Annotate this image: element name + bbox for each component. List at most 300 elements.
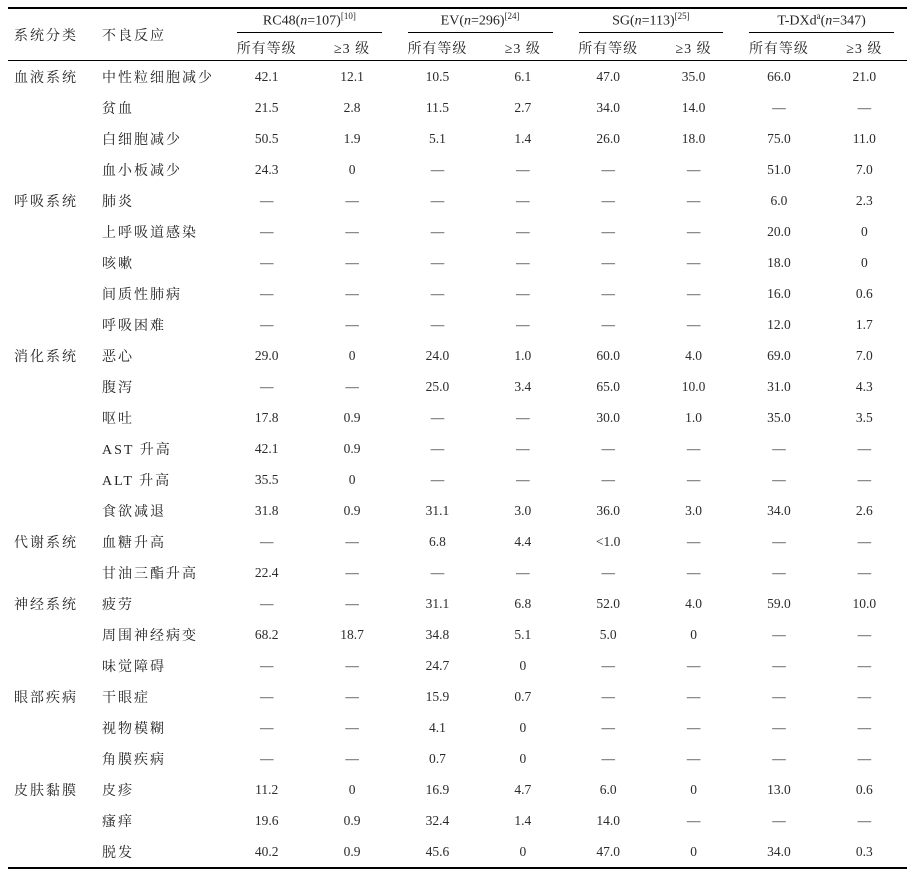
value-cell: 0 xyxy=(690,626,697,642)
table-row xyxy=(8,433,907,464)
system-category-cell xyxy=(8,650,96,681)
value-cell: — xyxy=(516,440,530,456)
adverse-reaction-cell: 间质性肺病 xyxy=(102,287,182,303)
value-cell: 0.6 xyxy=(855,781,873,797)
value-cell: — xyxy=(857,750,872,766)
value-cell: — xyxy=(259,719,274,735)
value-cell: 35.5 xyxy=(254,471,279,487)
value-cell: 18.0 xyxy=(681,130,706,146)
value-cell: 52.0 xyxy=(596,595,620,611)
value-cell: 4.1 xyxy=(429,719,446,735)
value-cell: — xyxy=(516,471,530,487)
value-cell: — xyxy=(601,316,615,332)
value-cell: 5.0 xyxy=(599,626,617,642)
value-cell: 32.4 xyxy=(425,812,450,828)
value-cell: — xyxy=(772,440,786,456)
col-header-all-grades: 所有等级 xyxy=(736,35,821,61)
value-cell: — xyxy=(345,688,359,704)
table-row xyxy=(8,712,907,743)
value-cell: — xyxy=(430,161,445,177)
value-cell: 0.9 xyxy=(343,409,361,425)
table-row xyxy=(8,557,907,588)
value-cell: 59.0 xyxy=(767,595,791,611)
table-row xyxy=(8,743,907,774)
value-cell: — xyxy=(516,192,530,208)
value-cell: — xyxy=(601,192,615,208)
value-cell: 5.1 xyxy=(429,130,446,146)
value-cell: 0 xyxy=(348,781,356,797)
value-cell: — xyxy=(601,440,615,456)
value-cell: 0.3 xyxy=(855,843,873,859)
value-cell: — xyxy=(686,254,701,270)
value-cell: — xyxy=(259,595,274,611)
value-cell: — xyxy=(686,471,701,487)
table-row xyxy=(8,774,907,805)
value-cell: — xyxy=(430,223,445,239)
value-cell: 4.0 xyxy=(685,595,702,611)
value-cell: — xyxy=(857,626,872,642)
value-cell: 1.0 xyxy=(685,409,702,425)
value-cell: 6.8 xyxy=(514,595,532,611)
col-group-tdxd xyxy=(736,8,907,35)
value-cell: 0 xyxy=(519,843,527,859)
value-cell: 22.4 xyxy=(254,564,279,580)
value-cell: 11.5 xyxy=(425,99,449,115)
value-cell: 1.4 xyxy=(514,812,532,828)
value-cell: 0.6 xyxy=(855,285,873,301)
value-cell: — xyxy=(259,254,274,270)
value-cell: 11.0 xyxy=(852,130,876,146)
adverse-reaction-cell: 甘油三酯升高 xyxy=(102,566,198,582)
value-cell: <1.0 xyxy=(595,533,621,549)
system-category-cell xyxy=(8,433,96,464)
value-cell: 26.0 xyxy=(596,130,620,146)
value-cell: — xyxy=(345,750,359,766)
value-cell: 34.0 xyxy=(767,502,791,518)
value-cell: — xyxy=(430,316,445,332)
value-cell: — xyxy=(772,471,786,487)
adverse-reaction-cell: 周围神经病变 xyxy=(102,628,198,644)
value-cell: — xyxy=(345,285,359,301)
value-cell: 2.3 xyxy=(855,192,873,208)
value-cell: 1.0 xyxy=(514,347,532,363)
table-row xyxy=(8,371,907,402)
value-cell: 1.4 xyxy=(514,130,532,146)
table-row xyxy=(8,619,907,650)
col-header-ge3: ≥3 级 xyxy=(651,35,736,61)
group-label: RC48(n=107)[10] xyxy=(237,11,382,34)
value-cell: — xyxy=(601,254,615,270)
adverse-reaction-cell: 血糖升高 xyxy=(102,535,166,551)
system-category-cell xyxy=(8,495,96,526)
value-cell: 0.9 xyxy=(343,440,361,456)
value-cell: 2.6 xyxy=(855,502,873,518)
group-label: EV(n=296)[24] xyxy=(408,11,553,34)
value-cell: 18.7 xyxy=(340,626,364,642)
value-cell: 47.0 xyxy=(596,68,620,84)
value-cell: — xyxy=(516,409,530,425)
col-header-all-grades: 所有等级 xyxy=(566,35,651,61)
table-row xyxy=(8,805,907,836)
value-cell: — xyxy=(345,657,359,673)
table-row xyxy=(8,650,907,681)
value-cell: — xyxy=(430,471,445,487)
table-body xyxy=(8,61,907,869)
table-header xyxy=(8,8,907,61)
value-cell: 42.1 xyxy=(254,68,279,84)
value-cell: 0.9 xyxy=(343,812,361,828)
value-cell: 34.8 xyxy=(425,626,450,642)
system-category-cell xyxy=(8,743,96,774)
system-category-cell: 眼部疾病 xyxy=(14,690,78,706)
value-cell: 40.2 xyxy=(254,843,279,859)
value-cell: — xyxy=(345,564,359,580)
adverse-reaction-cell: 脱发 xyxy=(102,845,134,861)
value-cell: — xyxy=(601,161,615,177)
value-cell: 34.0 xyxy=(596,99,620,115)
value-cell: — xyxy=(430,192,445,208)
value-cell: 13.0 xyxy=(767,781,791,797)
value-cell: — xyxy=(857,688,872,704)
table-row xyxy=(8,681,907,712)
adverse-reaction-cell: 皮疹 xyxy=(102,783,134,799)
table-row xyxy=(8,464,907,495)
value-cell: 51.0 xyxy=(767,161,791,177)
system-category-cell: 呼吸系统 xyxy=(14,194,78,210)
value-cell: — xyxy=(772,750,786,766)
table-row xyxy=(8,836,907,868)
value-cell: 60.0 xyxy=(596,347,620,363)
table-row xyxy=(8,185,907,216)
value-cell: — xyxy=(601,471,615,487)
value-cell: — xyxy=(259,192,274,208)
system-category-cell: 血液系统 xyxy=(14,70,78,86)
system-category-cell xyxy=(8,805,96,836)
value-cell: — xyxy=(601,719,615,735)
value-cell: — xyxy=(772,99,786,115)
value-cell: — xyxy=(516,285,530,301)
adverse-reaction-cell: 恶心 xyxy=(102,349,134,365)
value-cell: 14.0 xyxy=(596,812,620,828)
adverse-reaction-cell: ALT 升高 xyxy=(102,473,172,489)
value-cell: 2.8 xyxy=(343,99,361,115)
table-row xyxy=(8,340,907,371)
adverse-reaction-cell: 呕吐 xyxy=(102,411,134,427)
value-cell: — xyxy=(259,657,274,673)
value-cell: 35.0 xyxy=(681,68,706,84)
value-cell: 25.0 xyxy=(425,378,450,394)
value-cell: 31.1 xyxy=(425,595,450,611)
value-cell: 11.2 xyxy=(255,781,279,797)
value-cell: — xyxy=(345,223,359,239)
value-cell: — xyxy=(857,471,872,487)
value-cell: — xyxy=(686,750,701,766)
value-cell: — xyxy=(686,719,701,735)
value-cell: 12.1 xyxy=(340,68,364,84)
adverse-reaction-cell: 上呼吸道感染 xyxy=(102,225,198,241)
value-cell: — xyxy=(345,378,359,394)
adverse-reaction-cell: 贫血 xyxy=(102,101,134,117)
adverse-reaction-cell: 咳嗽 xyxy=(102,256,134,272)
value-cell: 24.0 xyxy=(425,347,450,363)
value-cell: 2.7 xyxy=(514,99,532,115)
value-cell: — xyxy=(259,223,274,239)
group-label: T-DXd$^a$(n=347) xyxy=(749,11,894,34)
col-header-ge3: ≥3 级 xyxy=(822,35,907,61)
value-cell: 36.0 xyxy=(596,502,620,518)
value-cell: — xyxy=(259,316,274,332)
system-category-cell: 消化系统 xyxy=(14,349,78,365)
adverse-reaction-cell: AST 升高 xyxy=(102,442,172,458)
value-cell: — xyxy=(345,192,359,208)
adverse-reaction-cell: 血小板减少 xyxy=(102,163,182,179)
value-cell: 68.2 xyxy=(254,626,279,642)
value-cell: — xyxy=(430,409,445,425)
value-cell: 15.9 xyxy=(425,688,450,704)
value-cell: 0.9 xyxy=(343,502,361,518)
system-category-cell xyxy=(8,371,96,402)
system-category-cell xyxy=(8,247,96,278)
value-cell: 24.7 xyxy=(425,657,450,673)
adverse-reaction-cell: 味觉障碍 xyxy=(102,659,166,675)
system-category-cell xyxy=(8,836,96,868)
table-row xyxy=(8,154,907,185)
value-cell: 50.5 xyxy=(254,130,279,146)
col-group-ev xyxy=(395,8,566,35)
value-cell: — xyxy=(430,254,445,270)
value-cell: — xyxy=(259,533,274,549)
system-category-cell xyxy=(8,92,96,123)
system-category-cell xyxy=(8,154,96,185)
value-cell: 10.0 xyxy=(681,378,706,394)
value-cell: — xyxy=(516,564,530,580)
value-cell: 16.9 xyxy=(425,781,450,797)
value-cell: 12.0 xyxy=(767,316,791,332)
adverse-reaction-cell: 疲劳 xyxy=(102,597,134,613)
value-cell: — xyxy=(772,657,786,673)
value-cell: 3.5 xyxy=(855,409,873,425)
value-cell: — xyxy=(345,595,359,611)
system-category-cell xyxy=(8,123,96,154)
value-cell: — xyxy=(601,657,615,673)
value-cell: 4.7 xyxy=(514,781,532,797)
value-cell: 3.4 xyxy=(514,378,532,394)
value-cell: 66.0 xyxy=(767,68,791,84)
value-cell: — xyxy=(430,564,445,580)
value-cell: — xyxy=(516,316,530,332)
adverse-reaction-cell: 食欲减退 xyxy=(102,504,166,520)
adverse-reaction-cell: 瘙痒 xyxy=(102,814,134,830)
value-cell: — xyxy=(772,533,786,549)
value-cell: 7.0 xyxy=(855,347,873,363)
value-cell: 0.7 xyxy=(429,750,446,766)
value-cell: — xyxy=(516,161,530,177)
value-cell: 0.7 xyxy=(514,688,532,704)
value-cell: 0 xyxy=(348,347,356,363)
value-cell: 6.8 xyxy=(429,533,446,549)
value-cell: 0 xyxy=(348,471,356,487)
value-cell: — xyxy=(516,223,530,239)
value-cell: — xyxy=(686,285,701,301)
value-cell: — xyxy=(259,750,274,766)
table-row xyxy=(8,402,907,433)
value-cell: 47.0 xyxy=(596,843,620,859)
value-cell: 18.0 xyxy=(767,254,791,270)
value-cell: — xyxy=(857,657,872,673)
adverse-reactions-table xyxy=(8,7,907,869)
value-cell: — xyxy=(601,285,615,301)
system-category-cell xyxy=(8,402,96,433)
adverse-reaction-cell: 肺炎 xyxy=(102,194,134,210)
value-cell: — xyxy=(601,564,615,580)
col-group-sg xyxy=(566,8,737,35)
value-cell: 0 xyxy=(519,657,527,673)
table-row xyxy=(8,216,907,247)
value-cell: 34.0 xyxy=(767,843,791,859)
table-row xyxy=(8,61,907,93)
value-cell: — xyxy=(345,533,359,549)
table-row xyxy=(8,588,907,619)
group-header-row xyxy=(8,8,907,35)
value-cell: — xyxy=(686,161,701,177)
value-cell: — xyxy=(345,316,359,332)
value-cell: — xyxy=(772,688,786,704)
col-header-ge3: ≥3 级 xyxy=(480,35,565,61)
value-cell: — xyxy=(772,626,786,642)
value-cell: 31.8 xyxy=(254,502,279,518)
value-cell: 42.1 xyxy=(254,440,279,456)
value-cell: — xyxy=(686,812,701,828)
value-cell: 6.1 xyxy=(514,68,532,84)
value-cell: 14.0 xyxy=(681,99,706,115)
adverse-reaction-cell: 干眼症 xyxy=(102,690,150,706)
value-cell: 0 xyxy=(690,781,697,797)
value-cell: — xyxy=(772,719,786,735)
system-category-cell xyxy=(8,619,96,650)
col-header-reaction: 不良反应 xyxy=(96,8,224,61)
value-cell: 3.0 xyxy=(685,502,702,518)
value-cell: 4.3 xyxy=(855,378,873,394)
value-cell: 17.8 xyxy=(254,409,279,425)
value-cell: 75.0 xyxy=(767,130,791,146)
value-cell: 0 xyxy=(519,750,527,766)
table-row xyxy=(8,526,907,557)
value-cell: 0.9 xyxy=(343,843,361,859)
value-cell: — xyxy=(686,657,701,673)
table-row xyxy=(8,278,907,309)
col-group-rc48 xyxy=(224,8,395,35)
value-cell: 10.5 xyxy=(425,68,450,84)
value-cell: 20.0 xyxy=(767,223,791,239)
value-cell: 21.5 xyxy=(254,99,279,115)
adverse-reaction-cell: 中性粒细胞减少 xyxy=(102,70,214,86)
value-cell: 31.1 xyxy=(425,502,450,518)
value-cell: — xyxy=(686,316,701,332)
value-cell: — xyxy=(857,564,872,580)
value-cell: 4.0 xyxy=(685,347,702,363)
value-cell: 31.0 xyxy=(767,378,791,394)
col-header-ge3: ≥3 级 xyxy=(309,35,394,61)
adverse-reaction-cell: 呼吸困难 xyxy=(102,318,166,334)
system-category-cell xyxy=(8,557,96,588)
value-cell: 3.0 xyxy=(514,502,532,518)
value-cell: — xyxy=(345,254,359,270)
value-cell: 10.0 xyxy=(852,595,877,611)
table-row xyxy=(8,495,907,526)
value-cell: 19.6 xyxy=(254,812,279,828)
value-cell: — xyxy=(430,440,445,456)
value-cell: 0 xyxy=(348,161,356,177)
value-cell: 0 xyxy=(860,254,868,270)
value-cell: 24.3 xyxy=(254,161,279,177)
value-cell: 0 xyxy=(860,223,868,239)
adverse-reaction-cell: 视物模糊 xyxy=(102,721,166,737)
table-row xyxy=(8,92,907,123)
group-label: SG(n=113)[25] xyxy=(579,11,724,34)
system-category-cell xyxy=(8,464,96,495)
adverse-reaction-cell: 白细胞减少 xyxy=(102,132,182,148)
value-cell: — xyxy=(686,223,701,239)
value-cell: — xyxy=(601,750,615,766)
value-cell: — xyxy=(772,564,786,580)
value-cell: 4.4 xyxy=(514,533,532,549)
system-category-cell xyxy=(8,278,96,309)
value-cell: — xyxy=(857,719,872,735)
value-cell: 30.0 xyxy=(596,409,620,425)
value-cell: 1.7 xyxy=(855,316,873,332)
value-cell: — xyxy=(772,812,786,828)
value-cell: — xyxy=(259,378,274,394)
value-cell: — xyxy=(857,533,872,549)
adverse-reaction-cell: 角膜疾病 xyxy=(102,752,166,768)
value-cell: 7.0 xyxy=(855,161,873,177)
system-category-cell: 代谢系统 xyxy=(14,535,78,551)
table-row xyxy=(8,123,907,154)
value-cell: — xyxy=(259,285,274,301)
value-cell: 21.0 xyxy=(852,68,877,84)
value-cell: — xyxy=(686,440,701,456)
col-header-system: 系统分类 xyxy=(8,8,96,61)
value-cell: 45.6 xyxy=(425,843,450,859)
adverse-reaction-cell: 腹泻 xyxy=(102,380,134,396)
value-cell: — xyxy=(686,688,701,704)
value-cell: 0 xyxy=(519,719,527,735)
system-category-cell: 皮肤黏膜 xyxy=(14,783,78,799)
value-cell: — xyxy=(857,99,872,115)
value-cell: 65.0 xyxy=(596,378,620,394)
value-cell: 5.1 xyxy=(514,626,532,642)
value-cell: — xyxy=(259,688,274,704)
col-header-all-grades: 所有等级 xyxy=(224,35,309,61)
system-category-cell xyxy=(8,712,96,743)
value-cell: — xyxy=(601,223,615,239)
value-cell: — xyxy=(345,719,359,735)
value-cell: 29.0 xyxy=(254,347,279,363)
system-category-cell xyxy=(8,309,96,340)
value-cell: — xyxy=(686,564,701,580)
value-cell: — xyxy=(686,533,701,549)
system-category-cell: 神经系统 xyxy=(14,597,78,613)
value-cell: 6.0 xyxy=(770,192,788,208)
value-cell: 0 xyxy=(690,843,697,859)
value-cell: 69.0 xyxy=(767,347,791,363)
value-cell: 1.9 xyxy=(343,130,361,146)
value-cell: — xyxy=(601,688,615,704)
col-header-all-grades: 所有等级 xyxy=(395,35,480,61)
value-cell: — xyxy=(430,285,445,301)
value-cell: 35.0 xyxy=(767,409,791,425)
system-category-cell xyxy=(8,216,96,247)
